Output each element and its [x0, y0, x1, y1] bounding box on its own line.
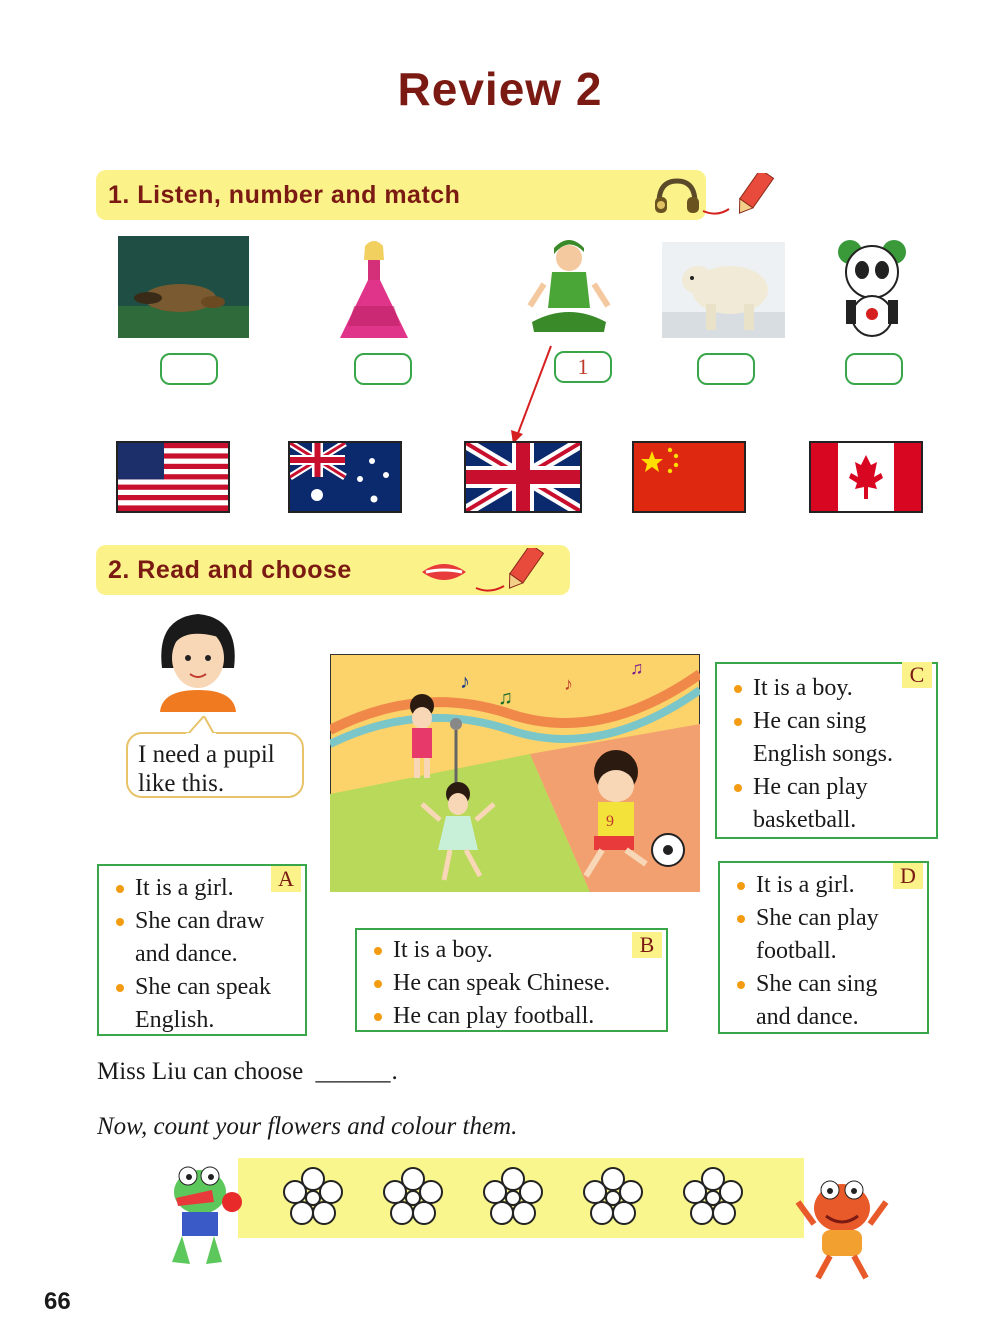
svg-text:9: 9 — [606, 813, 614, 830]
card-a-line-1: It is a girl. — [113, 872, 305, 905]
flower-icon[interactable] — [582, 1167, 644, 1229]
card-a-line-3: and dance. — [135, 941, 238, 967]
flower-icon[interactable] — [682, 1167, 744, 1229]
number-box-platypus[interactable] — [160, 353, 218, 385]
section1-title: 1. Listen, number and match — [108, 181, 461, 209]
card-c-line-2: He can sing — [731, 705, 936, 738]
speech-bubble-tail — [184, 716, 218, 736]
speech-line-1: I need a pupil — [138, 741, 275, 768]
card-c-line-4: He can play — [731, 771, 936, 804]
choice-card-a[interactable] — [97, 864, 307, 1036]
tag-b: B — [632, 932, 662, 958]
section2-title: 2. Read and choose — [108, 556, 352, 584]
card-a-line-4: She can speak — [113, 971, 305, 1004]
card-d-line-1: It is a girl. — [734, 869, 927, 902]
speech-bubble — [126, 732, 304, 798]
flowers-instruction: Now, count your flowers and colour them. — [97, 1113, 518, 1140]
card-d-line-4: She can sing — [734, 968, 927, 1001]
choice-card-b[interactable] — [355, 928, 668, 1032]
flower-icon[interactable] — [382, 1167, 444, 1229]
peter-pan-picture — [524, 236, 614, 340]
section2-header — [96, 545, 570, 595]
answer-sentence — [97, 1058, 398, 1086]
children-activities-illustration — [330, 654, 700, 892]
svg-text:♪: ♪ — [460, 671, 470, 693]
number-box-polar-bear[interactable] — [697, 353, 755, 385]
svg-text:♫: ♫ — [630, 658, 644, 678]
speech-line-2: like this. — [138, 770, 225, 797]
panda-mascot-picture — [828, 236, 916, 340]
teacher-miss-liu-picture — [152, 608, 244, 712]
number-box-panda[interactable] — [845, 353, 903, 385]
card-c-line-3: English songs. — [753, 741, 894, 767]
uk-flag[interactable] — [464, 441, 582, 513]
answer-prompt: Miss Liu can choose — [97, 1058, 304, 1085]
tag-c: C — [902, 662, 932, 688]
match-arrow — [505, 340, 565, 450]
page-number: 66 — [44, 1288, 71, 1315]
canada-flag[interactable] — [809, 441, 923, 513]
card-b-line-2: He can speak Chinese. — [371, 967, 666, 1000]
polar-bear-photo — [662, 242, 785, 338]
number-box-doll[interactable] — [354, 353, 412, 385]
flower-icon[interactable] — [482, 1167, 544, 1229]
card-d-line-5: and dance. — [756, 1004, 859, 1030]
tag-a: A — [271, 866, 301, 892]
frog-mascot-right-picture — [792, 1178, 892, 1282]
platypus-photo — [118, 236, 249, 338]
china-flag[interactable] — [632, 441, 746, 513]
australia-flag[interactable] — [288, 441, 402, 513]
card-c-line-5: basketball. — [753, 807, 857, 833]
usa-flag[interactable] — [116, 441, 230, 513]
card-b-line-1: It is a boy. — [371, 934, 666, 967]
flower-bar — [238, 1158, 804, 1238]
card-a-line-5: English. — [135, 1007, 215, 1033]
card-d-line-3: football. — [756, 938, 837, 964]
answer-blank[interactable]: ______ — [315, 1058, 391, 1085]
page-title: Review 2 — [397, 63, 603, 115]
svg-text:♪: ♪ — [564, 674, 573, 694]
section1-header — [96, 170, 706, 220]
choice-card-d[interactable] — [718, 861, 929, 1034]
card-b-line-3: He can play football. — [371, 1000, 666, 1033]
svg-text:♫: ♫ — [498, 687, 513, 709]
card-c-line-1: It is a boy. — [731, 672, 936, 705]
frog-mascot-left-picture — [162, 1162, 248, 1270]
headphones-pencil-icon — [651, 173, 776, 219]
flower-icon[interactable] — [282, 1167, 344, 1229]
answer-end: . — [391, 1058, 398, 1085]
number-box-peter-pan[interactable]: 1 — [554, 351, 612, 383]
card-d-line-2: She can play — [734, 902, 927, 935]
choice-card-c[interactable] — [715, 662, 938, 839]
card-a-line-2: She can draw — [113, 905, 305, 938]
lips-pencil-icon — [418, 548, 548, 594]
barbie-doll-photo — [334, 236, 414, 342]
tag-d: D — [893, 863, 923, 889]
